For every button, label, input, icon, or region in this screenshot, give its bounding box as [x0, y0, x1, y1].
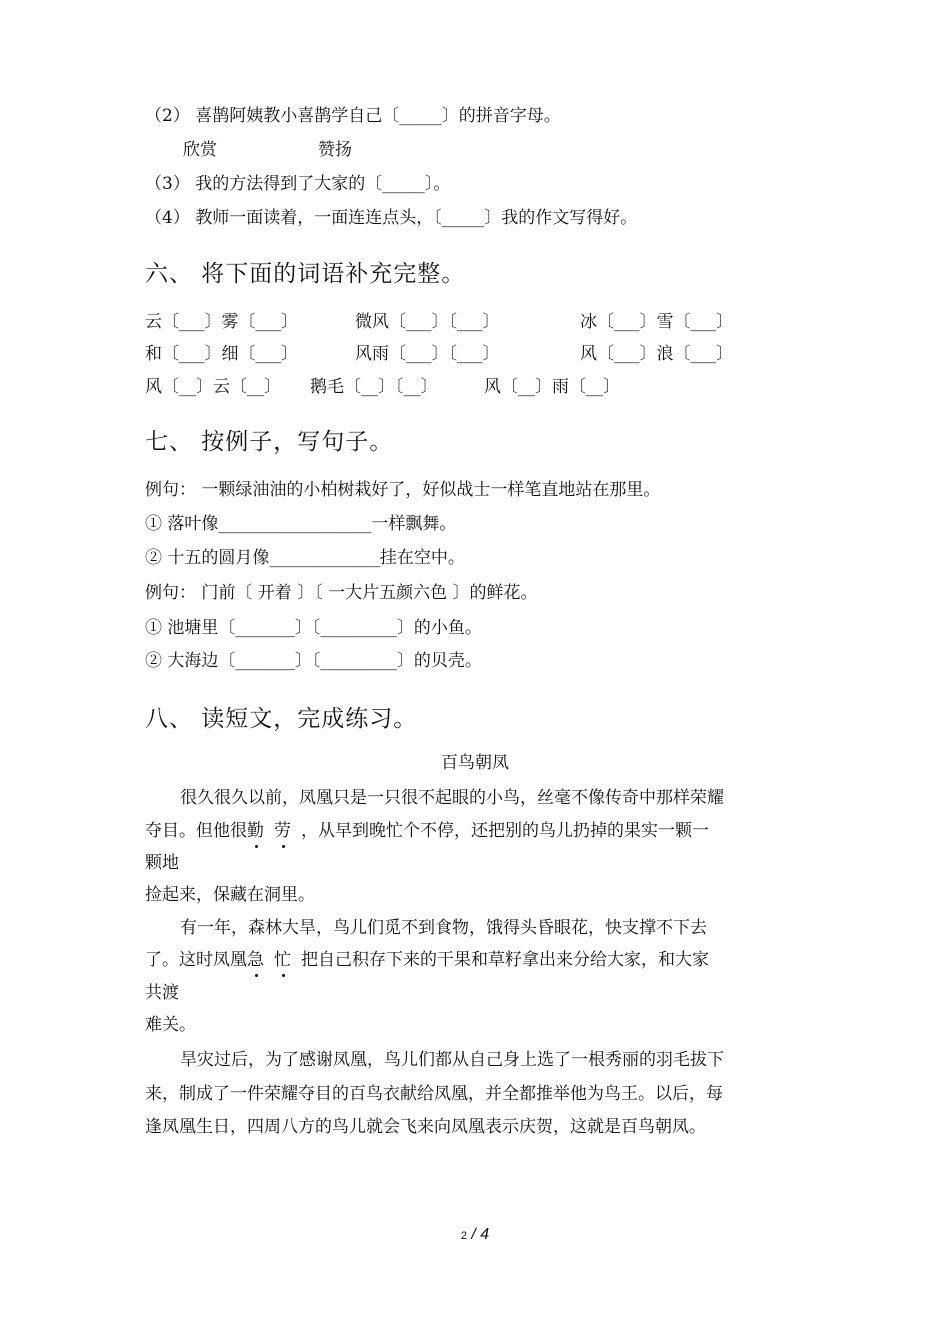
- q8-heading: 八、 读短文，完成练习。: [145, 706, 418, 732]
- passage-line: 很久很久以前，凤凰只是一只很不起眼的小鸟，丝毫不像传奇中那样荣耀: [180, 788, 724, 808]
- page-total: / 4: [471, 1226, 490, 1243]
- passage-line: 来，制成了一件荣耀夺目的百鸟衣献给凤凰，并全都推举他为鸟王。以后，每: [145, 1084, 723, 1104]
- passage-line: 有一年，森林大旱，鸟儿们觅不到食物，饿得头昏眼花，快支撑不下去: [180, 918, 707, 938]
- q6-cell: 风〔___〕浪〔___〕: [580, 344, 733, 364]
- q6-cell: 风〔__〕云〔__〕: [145, 377, 281, 397]
- passage-line: 逢凤凰生日，四周八方的鸟儿就会飞来向凤凰表示庆贺，这就是百鸟朝凤。: [145, 1117, 706, 1137]
- q7-example-2: 例句： 门前〔 开着 〕〔 一大片五颜六色 〕的鲜花。: [145, 583, 538, 603]
- passage-line: 共渡: [145, 983, 179, 1003]
- q5-option-b: 赞扬: [318, 140, 352, 160]
- emphasized-char: 急: [247, 950, 264, 970]
- passage-title: 百鸟朝凤: [441, 753, 509, 773]
- emphasized-char: 劳: [274, 821, 291, 841]
- passage-text: 了。这时凤凰: [145, 950, 247, 970]
- q5-item-2: （2） 喜鹊阿姨教小喜鹊学自己〔_____〕的拼音字母。: [145, 106, 561, 126]
- q7-sentence-3: ① 池塘里〔_______〕〔_________〕的小鱼。: [145, 618, 482, 638]
- q5-option-a: 欣赏: [183, 140, 217, 160]
- q6-heading: 六、 将下面的词语补充完整。: [145, 261, 466, 287]
- passage-line: [145, 819, 805, 843]
- passage-line: 捡起来，保藏在洞里。: [145, 885, 315, 905]
- emphasized-char: 忙: [274, 950, 291, 970]
- passage-text: ，从早到晚忙个不停，还把别的鸟儿扔掉的果实一颗一: [301, 821, 709, 841]
- q6-cell: 微风〔___〕〔___〕: [355, 312, 500, 332]
- q7-sentence-2: ② 十五的圆月像_____________挂在空中。: [145, 548, 465, 568]
- emphasized-char: 勤: [247, 821, 264, 841]
- q6-cell: 和〔___〕细〔___〕: [145, 344, 298, 364]
- q7-heading: 七、 按例子，写句子。: [145, 429, 394, 455]
- passage-text: 夺目。但他很: [145, 821, 247, 841]
- q6-cell: 风雨〔___〕〔___〕: [355, 344, 500, 364]
- q7-sentence-4: ② 大海边〔_______〕〔_________〕的贝壳。: [145, 651, 482, 671]
- passage-line: 旱灾过后，为了感谢凤凰，鸟儿们都从自己身上选了一根秀丽的羽毛拔下: [180, 1050, 724, 1070]
- page-number: [0, 1226, 950, 1244]
- passage-line: [145, 948, 805, 972]
- q6-cell: 风〔__〕雨〔__〕: [484, 377, 620, 397]
- q7-example-1: 例句： 一颗绿油油的小柏树栽好了，好似战士一样笔直地站在那里。: [145, 480, 661, 500]
- page-current: 2: [460, 1230, 467, 1242]
- q6-cell: 鹅毛〔__〕〔__〕: [310, 377, 438, 397]
- passage-line: 难关。: [145, 1015, 196, 1035]
- q6-cell: 云〔___〕雾〔___〕: [145, 312, 298, 332]
- q5-item-3: （3） 我的方法得到了大家的〔_____〕。: [145, 174, 451, 194]
- q6-cell: 冰〔___〕雪〔___〕: [580, 312, 733, 332]
- passage-text: 把自己积存下来的干果和草籽拿出来分给大家，和大家: [301, 950, 709, 970]
- q7-sentence-1: ① 落叶像__________________一样飘舞。: [145, 514, 457, 534]
- passage-line: 颗地: [145, 853, 179, 873]
- q5-item-4: （4） 教师一面读着，一面连连点头，〔_____〕我的作文写得好。: [145, 208, 638, 228]
